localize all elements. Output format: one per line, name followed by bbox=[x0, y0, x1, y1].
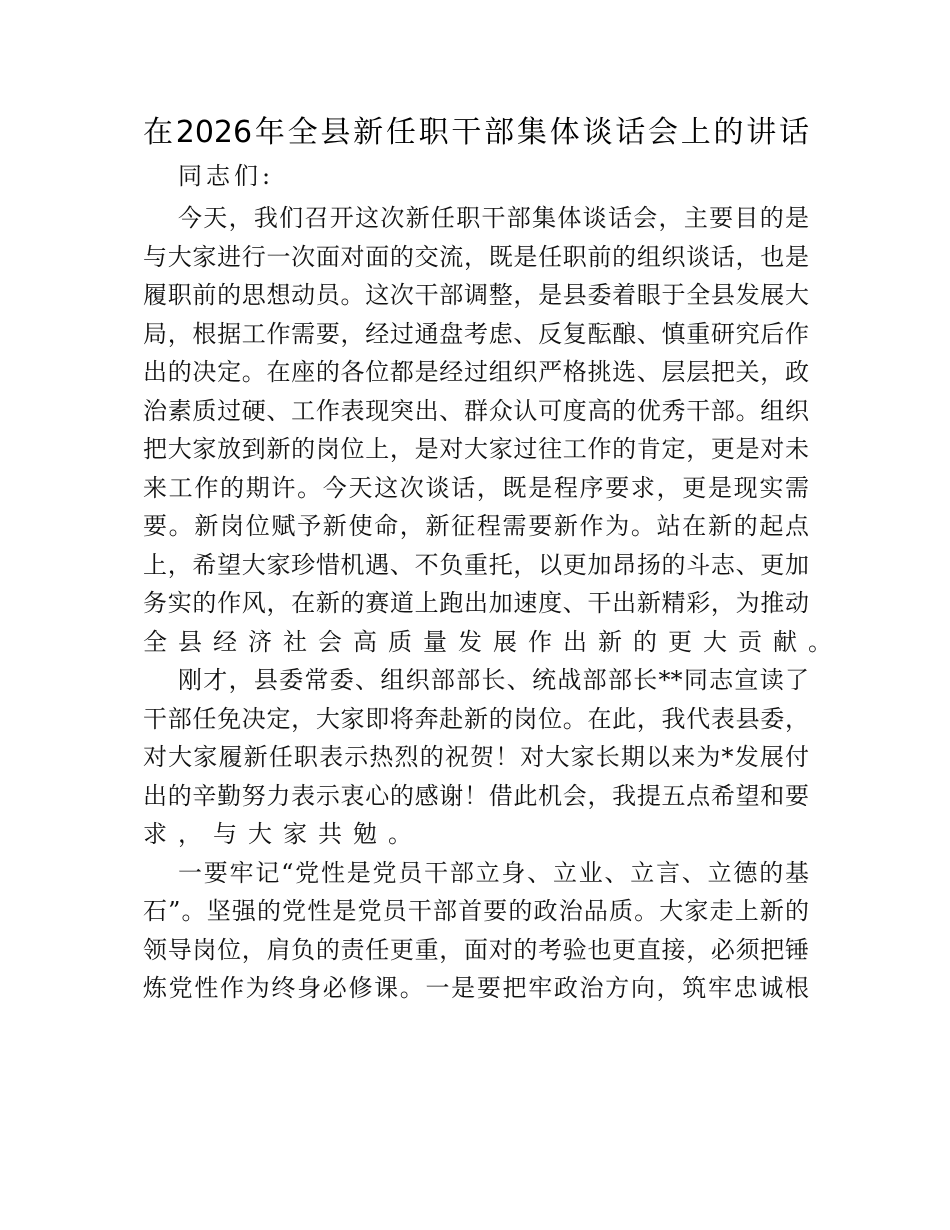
paragraph bbox=[143, 854, 809, 1008]
paragraph bbox=[143, 661, 809, 854]
greeting: 同志们: bbox=[178, 162, 275, 190]
text-line: 上，希望大家珍惜机遇、不负重托，以更加昂扬的斗志、更加 bbox=[143, 550, 809, 579]
text-line: 把大家放到新的岗位上，是对大家过往工作的肯定，更是对未 bbox=[143, 435, 809, 463]
text-line: 全县经济社会高质量发展作出新的更大贡献。 bbox=[143, 627, 843, 656]
text-line: 出的辛勤努力表示衷心的感谢！借此机会，我提五点希望和要 bbox=[143, 781, 809, 810]
text-line: 对大家履新任职表示热烈的祝贺！对大家长期以来为*发展付 bbox=[143, 743, 809, 771]
text-line: 局，根据工作需要，经过通盘考虑、反复酝酿、慎重研究后作 bbox=[143, 319, 809, 348]
text-line: 务实的作风，在新的赛道上跑出加速度、干出新精彩，为推动 bbox=[143, 589, 809, 617]
paragraph bbox=[143, 199, 843, 661]
text-line: 求，与大家共勉。 bbox=[143, 820, 423, 848]
text-line: 石”。坚强的党性是党员干部首要的政治品质。大家走上新的 bbox=[143, 897, 809, 925]
text-line: 履职前的思想动员。这次干部调整，是县委着眼于全县发展大 bbox=[143, 281, 809, 309]
document-title: 在2026年全县新任职干部集体谈话会上的讲话 bbox=[143, 115, 809, 150]
text-line: 出的决定。在座的各位都是经过组织严格挑选、层层把关，政 bbox=[143, 358, 809, 386]
text-line: 刚才，县委常委、组织部部长、统战部部长**同志宣读了 bbox=[178, 666, 809, 694]
text-line: 炼党性作为终身必修课。一是要把牢政治方向，筑牢忠诚根 bbox=[143, 974, 809, 1002]
text-line: 今天，我们召开这次新任职干部集体谈话会，主要目的是 bbox=[178, 204, 809, 232]
document-page bbox=[143, 110, 843, 1008]
text-line: 干部任免决定，大家即将奔赴新的岗位。在此，我代表县委， bbox=[143, 704, 809, 733]
text-line: 领导岗位，肩负的责任更重，面对的考验也更直接，必须把锤 bbox=[143, 935, 809, 964]
text-line: 来工作的期许。今天这次谈话，既是程序要求，更是现实需 bbox=[143, 473, 809, 502]
text-line: 要。新岗位赋予新使命，新征程需要新作为。站在新的起点 bbox=[143, 512, 809, 540]
document-body bbox=[143, 199, 843, 1008]
text-line: 与大家进行一次面对面的交流，既是任职前的组织谈话，也是 bbox=[143, 242, 809, 271]
text-line: 治素质过硬、工作表现突出、群众认可度高的优秀干部。组织 bbox=[143, 396, 809, 425]
text-line: 一要牢记“党性是党员干部立身、立业、立言、立德的基 bbox=[178, 858, 809, 887]
